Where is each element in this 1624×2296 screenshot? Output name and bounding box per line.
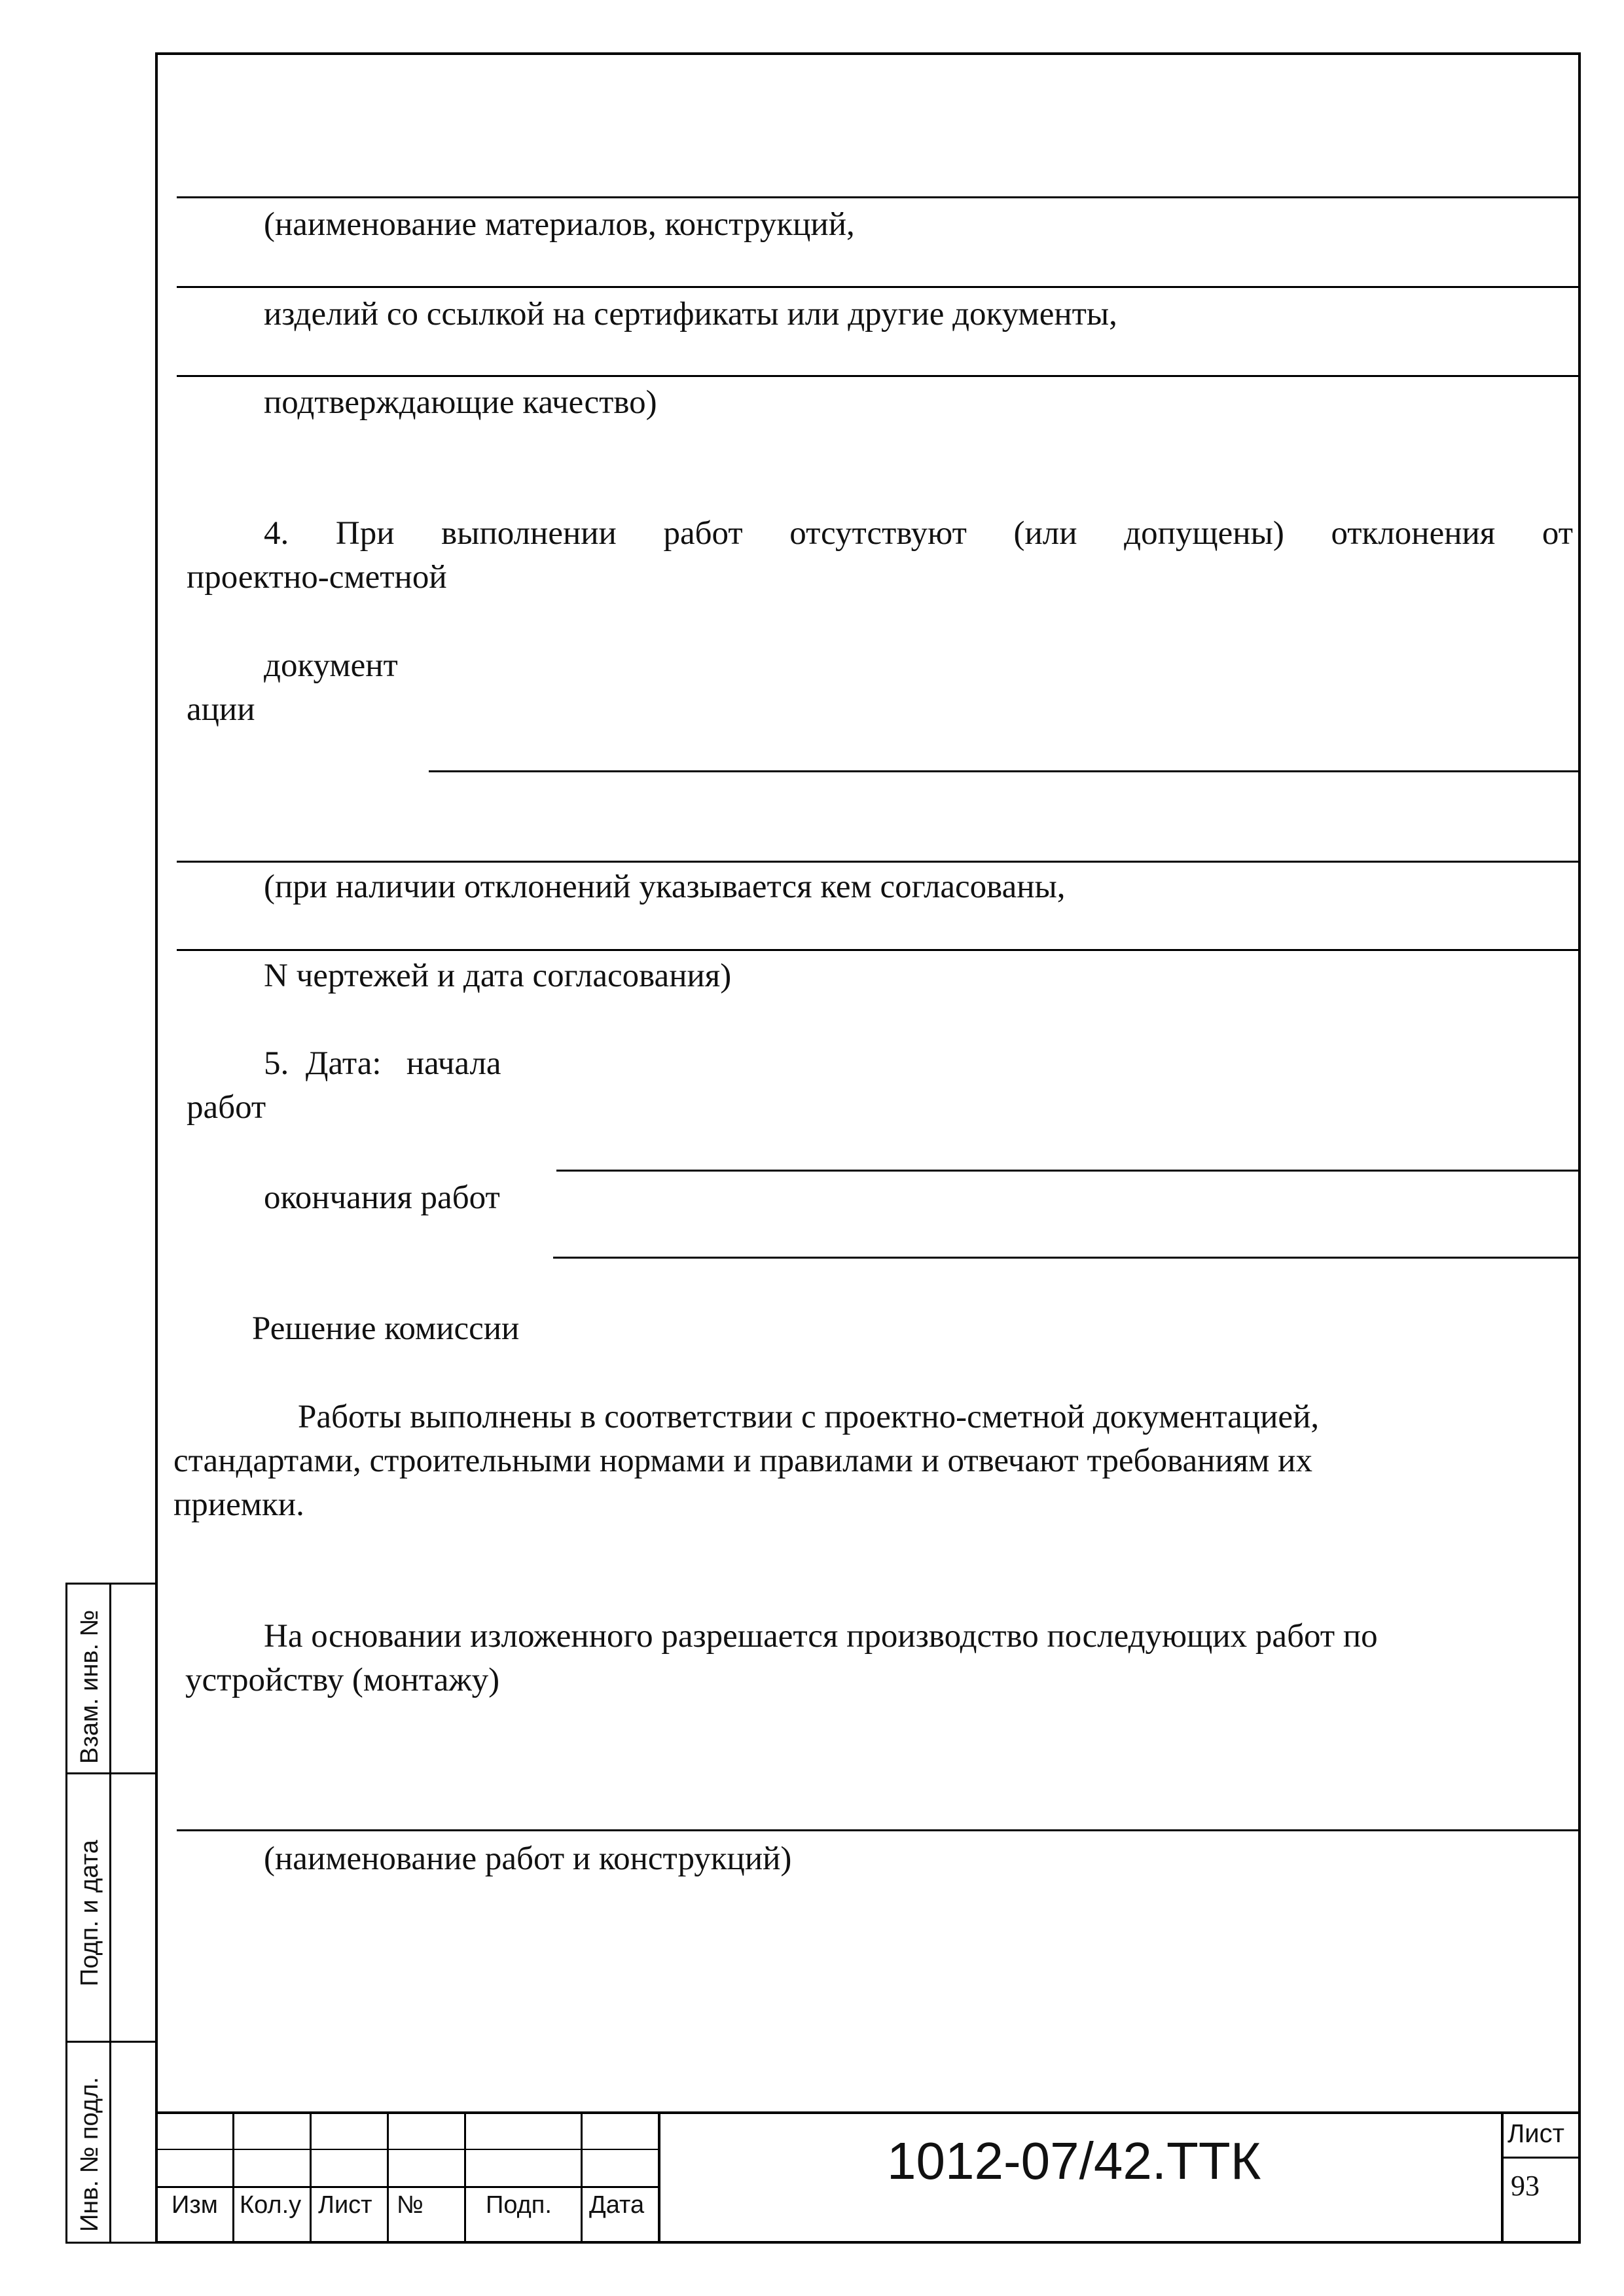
title-block-top-line [155,2111,1581,2114]
fill-line-materials-3 [177,375,1581,377]
decision-line-3: приемки. [173,1486,304,1523]
side-stamp-divider-2 [65,2041,157,2043]
fill-line-start-date [556,1170,1581,1172]
title-block-vline-4 [464,2111,466,2244]
title-block-row-line-1 [155,2149,659,2150]
item-5-line-2: работ [187,1089,266,1126]
title-block-vline-6 [658,2111,660,2244]
caption-deviation-2: N чертежей и дата согласования) [264,958,732,994]
title-block-vline-3 [387,2111,389,2244]
caption-materials-3: подтверждающие качество) [264,384,657,421]
title-block-vline-sheet [1501,2111,1504,2244]
fill-line-deviation-2 [177,949,1581,951]
item-4-line-1: 4. При выполнении работ отсутствуют (или допущены) отклонения от [264,515,1573,552]
fill-line-materials-1 [177,196,1581,198]
col-podp: Подп. [486,2191,552,2219]
drawing-frame [155,52,1581,2244]
fill-line-works [177,1829,1581,1831]
title-block-vline-2 [310,2111,312,2244]
fill-line-deviation-1 [177,861,1581,863]
item-4-line-2: проектно-сметной [187,559,447,596]
item-5-end: окончания работ [264,1179,500,1216]
document-code: 1012-07/42.ТТК [887,2132,1261,2190]
item-4-doc-part-2: ации [187,691,255,728]
caption-deviation-1: (при наличии отклонений указывается кем согласованы, [264,869,1066,905]
item-4-doc-part-1: документ [264,647,398,684]
col-izm: Изм [171,2191,218,2219]
decision-heading: Решение комиссии [252,1310,520,1347]
title-block-sheet-divider [1501,2157,1581,2159]
title-block-vline-5 [581,2111,583,2244]
caption-works: (наименование работ и конструкций) [264,1840,792,1877]
fill-line-documentation [429,770,1581,772]
side-stamp-divider-1 [65,1772,157,1774]
side-label-inv-podl: Инв. № подл. [76,2077,103,2232]
decision-line-1: Работы выполнены в соответствии с проектно-сметной документацией, [298,1399,1320,1435]
side-label-podp-data: Подп. и дата [76,1840,103,1986]
fill-line-materials-2 [177,286,1581,288]
col-number: № [397,2191,424,2219]
permit-line-2: устройству (монтажу) [185,1662,500,1698]
caption-materials-2: изделий со ссылкой на сертификаты или другие документы, [264,296,1117,332]
side-label-vzam-inv: Взам. инв. № [76,1609,103,1764]
side-stamp-value-column [109,1583,157,2244]
caption-materials-1: (наименование материалов, конструкций, [264,206,855,243]
title-block-row-line-2 [155,2186,659,2188]
col-data: Дата [589,2191,645,2219]
title-block-vline-1 [232,2111,234,2244]
fill-line-end-date [553,1257,1581,1259]
decision-line-2: стандартами, строительными нормами и правилами и отвечают требованиям их [173,1443,1312,1479]
col-kol-uch: Кол.у [240,2191,302,2219]
col-list: Лист [318,2191,372,2219]
permit-line-1: На основании изложенного разрешается производство последующих работ по [264,1618,1378,1655]
sheet-number: 93 [1511,2170,1540,2202]
sheet-label: Лист [1507,2119,1564,2148]
item-5-line-1: 5. Дата: начала [264,1045,501,1082]
